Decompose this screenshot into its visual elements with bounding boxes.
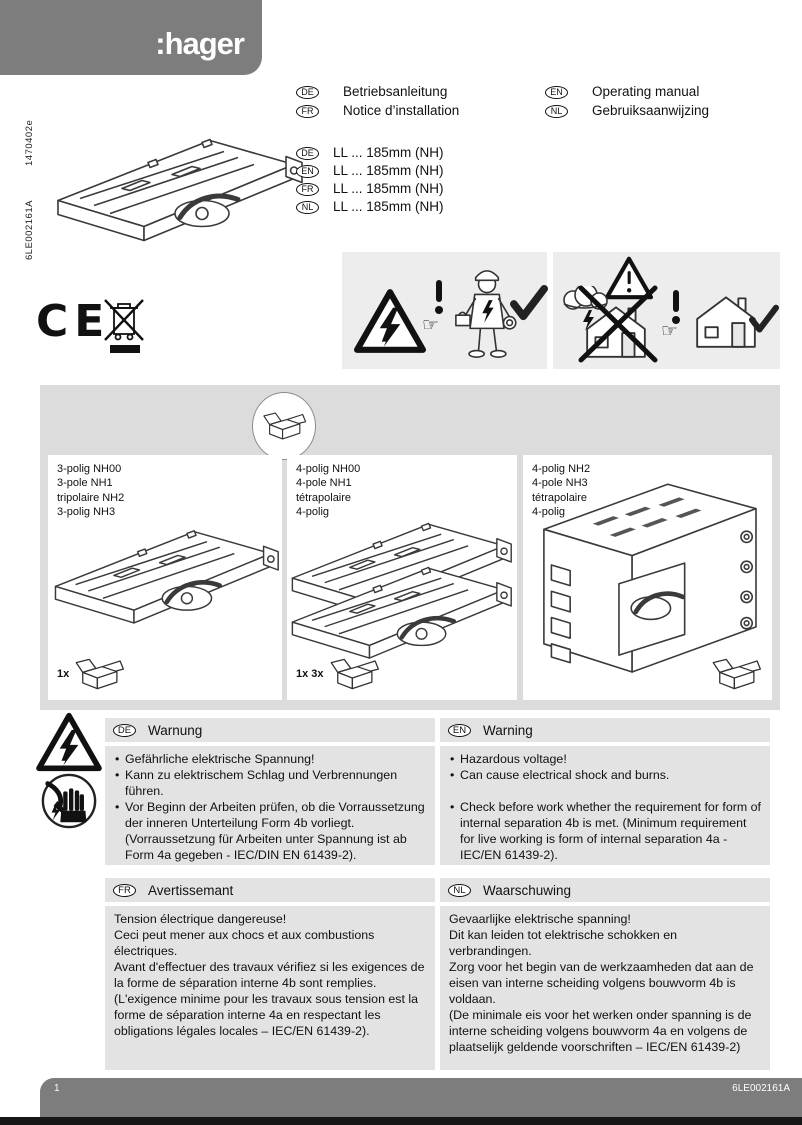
variant-label: 4-pole NH1 — [296, 477, 352, 490]
footer-doc-code: 6LE002161A — [732, 1083, 790, 1094]
variant-label: 3-pole NH1 — [57, 477, 113, 490]
pointing-hand-icon: ☞ — [661, 321, 679, 342]
packaging-panel — [40, 385, 780, 710]
warning-title-en: Warning — [483, 722, 533, 738]
lang-badge-de: DE — [296, 86, 319, 99]
warning-line: • Gefährliche elektrische Spannung! — [114, 751, 426, 767]
electric-hazard-triangle-icon — [36, 712, 102, 772]
warning-line: Ceci peut mener aux chocs et aux combustions électriques. — [114, 928, 375, 958]
product-line-fr — [296, 181, 444, 196]
variant-label: 4-pole NH3 — [532, 477, 588, 490]
ce-mark: CE — [36, 296, 111, 347]
lang-badge-fr: FR — [296, 183, 319, 196]
warning-line: • Vor Beginn der Arbeiten prüfen, ob die Vorraussetzung der inneren Unterteilung Form 4b vorliegt. (Vorraussetzung für Arbeiten unter Spannung ist ab Form 4a gegeben - IEC/DIN EN 61439-2). — [114, 799, 426, 863]
product-line-de — [296, 145, 444, 160]
warning-body-de — [105, 746, 435, 865]
variant-box-4pole — [287, 455, 517, 700]
warning-line: Tension électrique dangereuse! — [114, 912, 287, 926]
warning-line: Gevaarlijke elektrische spanning! — [449, 912, 631, 926]
product-drawing-main — [52, 110, 304, 255]
title-fr: Notice d’installation — [343, 103, 460, 118]
pointing-hand-icon: ☞ — [422, 315, 440, 336]
cross-out-icon — [575, 284, 661, 364]
warning-line: Zorg voor het begin van de werkzaamheden dat aan de eisen van interne scheiding volgens bouwvorm 4b is voldaan. — [449, 960, 754, 1006]
quantity-row — [296, 656, 380, 692]
product-drawing-4pole-lower — [287, 547, 513, 665]
warning-line: • Hazardous voltage! — [449, 751, 761, 767]
quantity-label: 1x — [57, 668, 70, 680]
quantity-row — [706, 656, 762, 692]
title-row-en — [545, 84, 699, 99]
warning-header-fr — [105, 878, 435, 902]
lang-badge-fr: FR — [113, 884, 136, 897]
carton-icon — [710, 656, 762, 692]
variant-label: 4-polig — [296, 505, 330, 518]
lang-badge-en: EN — [296, 165, 319, 178]
product-ref: LL ... 185mm (NH) — [333, 199, 444, 214]
lang-badge-nl: NL — [545, 105, 568, 118]
warning-line: Avant d'effectuer des travaux vérifiez si les exigences de la forme de séparation interne 4b sont remplies. — [114, 960, 425, 990]
lang-badge-fr: FR — [296, 105, 319, 118]
variant-label: 4-polig NH2 — [532, 463, 591, 475]
variant-box-4pole-nh2 — [523, 455, 772, 700]
title-row-fr — [296, 103, 459, 118]
title-row-de — [296, 84, 447, 99]
product-line-nl — [296, 199, 444, 214]
carton-icon — [328, 656, 380, 692]
lang-badge-de: DE — [296, 147, 319, 160]
carton-icon — [261, 410, 307, 442]
header-bar — [0, 0, 262, 75]
variant-label: tripolaire NH2 — [57, 491, 125, 504]
product-ref: LL ... 185mm (NH) — [333, 181, 444, 196]
warning-line: (De minimale eis voor het werken onder spanning is de interne scheiding volgens bouwvorm 4a en volgens de plaatselijk geldende voorschriften – IEC/EN 61439-2) — [449, 1008, 752, 1054]
page-number: 1 — [54, 1083, 60, 1094]
title-de: Betriebsanleitung — [343, 84, 448, 99]
packaging-circle — [252, 392, 316, 460]
warning-line: • Kann zu elektrischem Schlag und Verbrennungen führen. — [114, 767, 426, 799]
lang-badge-de: DE — [113, 724, 136, 737]
warning-header-de — [105, 718, 435, 742]
warning-body-en — [440, 746, 770, 865]
warning-body-nl — [440, 906, 770, 1070]
exclamation-icon — [434, 280, 444, 315]
variant-box-3pole — [48, 455, 282, 700]
warning-title-de: Warnung — [148, 722, 203, 738]
product-ref: LL ... 185mm (NH) — [333, 145, 444, 160]
page-bottom-edge — [0, 1117, 802, 1125]
warning-title-fr: Avertissemant — [148, 882, 234, 898]
warning-body-fr — [105, 906, 435, 1070]
title-nl: Gebruiksaanwijzing — [592, 103, 710, 118]
variant-label: tétrapolaire — [296, 491, 352, 504]
warning-header-nl — [440, 878, 770, 902]
weee-icon — [102, 296, 148, 354]
variant-label: 4-polig NH00 — [296, 463, 361, 475]
warning-header-en — [440, 718, 770, 742]
lang-badge-nl: NL — [296, 201, 319, 214]
quantity-label: 1x 3x — [296, 668, 324, 680]
warning-line: Dit kan leiden tot elektrische schokken en verbrandingen. — [449, 928, 677, 958]
checkmark-icon — [749, 304, 779, 334]
variant-label: tétrapolaire — [532, 491, 588, 504]
electric-shock-hand-icon — [40, 772, 98, 830]
lang-badge-en: EN — [448, 724, 471, 737]
warning-line: (L'exigence minime pour les travaux sous tension est la forme de séparation interne 4a en respectant les obligations légales locales – IEC/EN 61439-2). — [114, 992, 419, 1038]
product-line-en — [296, 163, 444, 178]
variant-label: 3-polig NH3 — [57, 505, 116, 518]
product-drawing-3pole — [50, 510, 280, 630]
title-en: Operating manual — [592, 84, 700, 99]
variant-label: 3-polig NH00 — [57, 463, 122, 475]
side-code-document: 6LE002161A — [24, 200, 35, 260]
warning-line: • Check before work whether the requirement for form of internal separation 4b is met. (Minimum requirement for live working is form of internal separation 4a - IEC/EN 61439-2). — [449, 799, 761, 863]
title-row-nl — [545, 103, 709, 118]
checkmark-icon — [510, 284, 548, 322]
warning-line: • Can cause electrical shock and burns. — [449, 767, 761, 783]
warning-title-nl: Waarschuwing — [483, 882, 572, 898]
hager-logo: :hager — [155, 26, 244, 61]
warning-line — [449, 783, 761, 799]
variant-label: 4-polig — [532, 505, 566, 518]
product-ref: LL ... 185mm (NH) — [333, 163, 444, 178]
side-code-revision: 1470402e — [24, 119, 35, 166]
lang-badge-en: EN — [545, 86, 568, 99]
lang-badge-nl: NL — [448, 884, 471, 897]
safety-illustration-indoor-use — [553, 252, 780, 369]
carton-icon — [73, 656, 125, 692]
electric-hazard-triangle-icon — [354, 288, 426, 354]
safety-illustration-live-work — [342, 252, 547, 369]
quantity-row — [57, 656, 125, 692]
